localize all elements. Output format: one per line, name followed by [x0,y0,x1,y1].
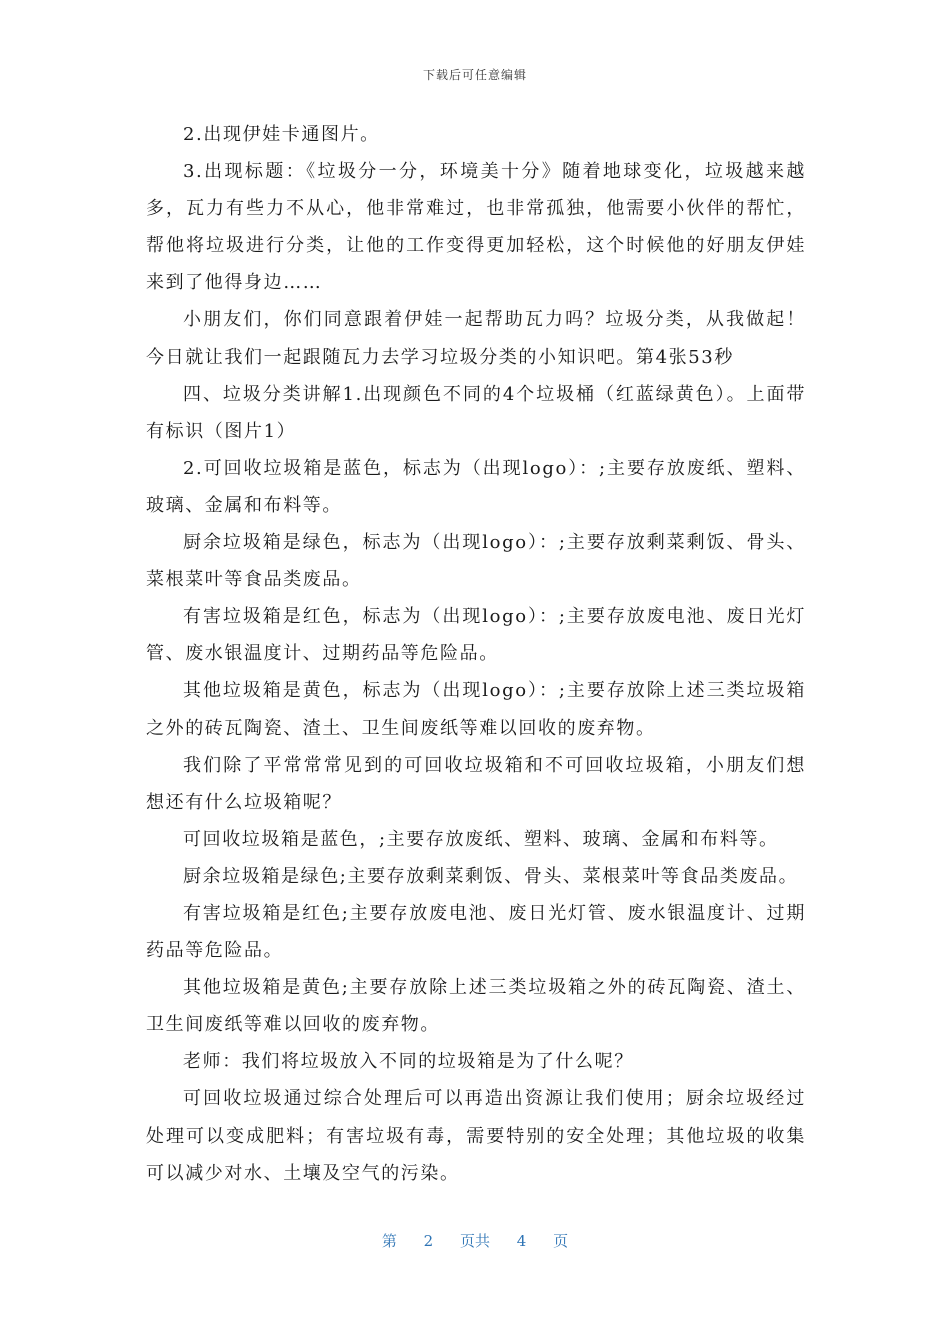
footer-di: 第 [381,1232,397,1250]
paragraph-1: 2.出现伊娃卡通图片。 [183,124,380,145]
paragraph-6: 厨余垃圾箱是绿色，标志为（出现logo）：;主要存放剩菜剩饭、骨头、菜根菜叶等食品类废品。 [146,532,806,591]
paragraph-3: 小朋友们，你们同意跟着伊娃一起帮助瓦力吗？垃圾分类，从我做起！今日就让我们一起跟随瓦力去学习垃圾分类的小知识吧。第4张53秒 [146,309,806,368]
paragraph-9: 我们除了平常常常见到的可回收垃圾箱和不可回收垃圾箱，小朋友们想想还有什么垃圾箱呢？ [146,754,806,813]
footer-ye-gong: 页共 [459,1232,490,1250]
footer-ye: 页 [553,1232,569,1250]
paragraph-10: 可回收垃圾箱是蓝色，;主要存放废纸、塑料、玻璃、金属和布料等。 [183,828,779,850]
paragraph-12: 有害垃圾箱是红色;主要存放废电池、废日光灯管、废水银温度计、过期药品等危险品。 [146,902,806,962]
document-body [146,116,806,1192]
paragraph-11: 厨余垃圾箱是绿色;主要存放剩菜剩饭、骨头、菜根菜叶等食品类废品。 [183,865,799,887]
paragraph-8: 其他垃圾箱是黄色，标志为（出现logo）：;主要存放除上述三类垃圾箱之外的砖瓦陶瓷、渣土、卫生间废纸等难以回收的废弃物。 [146,680,806,739]
footer-page-number: 2 [423,1232,434,1250]
paragraph-14: 老师：我们将垃圾放入不同的垃圾箱是为了什么呢？ [183,1051,634,1073]
paragraph-7: 有害垃圾箱是红色，标志为（出现logo）：;主要存放废电池、废日光灯管、废水银温度计、过期药品等危险品。 [146,606,806,665]
paragraph-15: 可回收垃圾通过综合处理后可以再造出资源让我们使用；厨余垃圾经过处理可以变成肥料；有害垃圾有毒，需要特别的安全处理；其他垃圾的收集可以减少对水、土壤及空气的污染。 [146,1088,806,1184]
paragraph-2: 3.出现标题：《垃圾分一分，环境美十分》随着地球变化，垃圾越来越多，瓦力有些力不从心，他非常难过，也非常孤独，他需要小伙伴的帮忙，帮他将垃圾进行分类，让他的工作变得更加轻松，这个时候他的好朋友伊娃来到了他得身边…… [146,161,806,294]
paragraph-13: 其他垃圾箱是黄色;主要存放除上述三类垃圾箱之外的砖瓦陶瓷、渣土、卫生间废纸等难以回收的废弃物。 [146,977,806,1036]
page-footer [0,1230,950,1251]
paragraph-5: 2.可回收垃圾箱是蓝色，标志为（出现logo）：;主要存放废纸、塑料、玻璃、金属和布料等。 [146,457,806,516]
footer-total-pages: 4 [516,1232,527,1250]
paragraph-4: 四、垃圾分类讲解1.出现颜色不同的4个垃圾桶（红蓝绿黄色）。上面带有标识（图片1） [146,383,806,442]
page-header-note: 下载后可任意编辑 [422,68,527,82]
